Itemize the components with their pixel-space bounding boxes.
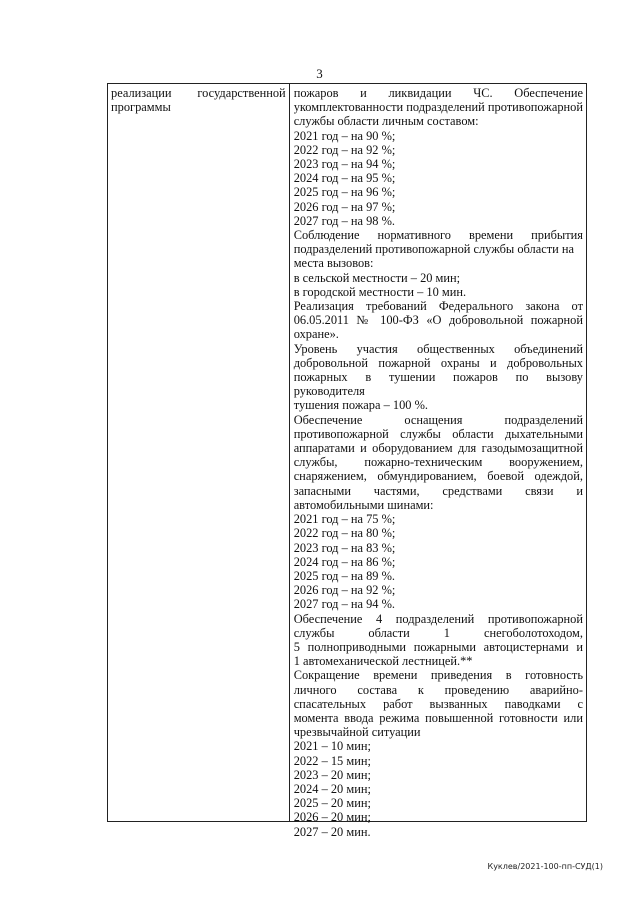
- program-table: [107, 83, 587, 839]
- text-line: противопожарной службы области дыхательными: [293, 426, 583, 441]
- equipment-year-item: 2022 год – на 80 %;: [293, 526, 396, 541]
- readiness-year-item: 2021 – 10 мин;: [293, 739, 371, 754]
- readiness-year-item: 2025 – 20 мин;: [293, 796, 371, 811]
- text-line: службы, пожарно-техническим вооружением,: [293, 455, 583, 470]
- arrival-time-item: в сельской местности – 20 мин;: [293, 270, 461, 285]
- text-line: пожарных в тушении пожаров по вызову руководителя: [293, 370, 583, 399]
- table-right-cell: [290, 84, 586, 839]
- text-line: службы области личным составом:: [293, 114, 479, 129]
- text-line: охране».: [293, 327, 339, 342]
- text-line: Обеспечение оснащения подразделений: [293, 412, 583, 427]
- text-line: аппаратами и оборудованием для газодымозащитной: [293, 441, 583, 456]
- text-line: спасательных работ вызванных паводками с: [293, 696, 583, 711]
- staffing-year-item: 2027 год – на 98 %.: [293, 213, 396, 228]
- staffing-year-item: 2026 год – на 97 %;: [293, 199, 396, 214]
- text-line: 1 автомеханической лестницей.**: [293, 654, 473, 669]
- equipment-year-item: 2021 год – на 75 %;: [293, 512, 396, 527]
- text-line: Уровень участия общественных объединений: [293, 341, 583, 356]
- left-cell-line: программы: [111, 100, 171, 115]
- text-line: Реализация требований Федерального закона от: [293, 299, 583, 314]
- arrival-time-item: в городской местности – 10 мин.: [293, 284, 467, 299]
- staffing-year-item: 2023 год – на 94 %;: [293, 157, 396, 172]
- text-line: добровольной пожарной охраны и добровольных: [293, 355, 583, 370]
- readiness-year-item: 2022 – 15 мин;: [293, 753, 371, 768]
- equipment-year-item: 2024 год – на 86 %;: [293, 554, 396, 569]
- text-line: 5 полноприводными пожарными автоцистернами и: [293, 639, 583, 654]
- text-line: тушения пожара – 100 %.: [293, 398, 428, 413]
- equipment-year-item: 2023 год – на 83 %;: [293, 540, 396, 555]
- text-line: чрезвычайной ситуации: [293, 725, 421, 740]
- text-line: пожаров и ликвидации ЧС. Обеспечение: [293, 86, 583, 100]
- text-line: Соблюдение нормативного времени прибытия: [293, 228, 583, 243]
- text-line: подразделений противопожарной службы области на: [293, 242, 574, 257]
- text-line: места вызовов:: [293, 256, 374, 271]
- staffing-year-item: 2022 год – на 92 %;: [293, 142, 396, 157]
- page-number: 3: [316, 66, 323, 81]
- text-line: 06.05.2011 № 100-ФЗ «О добровольной пожарной: [293, 313, 583, 328]
- text-line: службы области 1 снегоболотоходом,: [293, 625, 583, 640]
- text-line: момента ввода режима повышенной готовности или: [293, 710, 583, 725]
- equipment-year-item: 2027 год – на 94 %.: [293, 597, 396, 612]
- staffing-year-item: 2025 год – на 96 %;: [293, 185, 396, 200]
- left-cell-line: реализации государственной: [111, 86, 286, 100]
- text-line: Сокращение времени приведения в готовность: [293, 668, 583, 683]
- text-line: автомобильными шинами:: [293, 497, 434, 512]
- table-left-cell: [108, 84, 290, 821]
- readiness-year-item: 2023 – 20 мин;: [293, 767, 371, 782]
- staffing-year-item: 2021 год – на 90 %;: [293, 128, 396, 143]
- text-line: запасными частями, средствами связи и: [293, 483, 583, 498]
- readiness-year-item: 2024 – 20 мин;: [293, 781, 371, 796]
- text-line: укомплектованности подразделений противопожарной: [293, 100, 583, 115]
- readiness-year-item: 2026 – 20 мин;: [293, 810, 371, 825]
- text-line: Обеспечение 4 подразделений противопожарной: [293, 611, 583, 626]
- equipment-year-item: 2025 год – на 89 %.: [293, 568, 396, 583]
- readiness-year-item: 2027 – 20 мин.: [293, 824, 371, 839]
- document-footer-code: Куклев/2021-100-пп-СУД(1): [487, 862, 603, 871]
- text-line: снаряжением, обмундированием, боевой одеждой,: [293, 469, 583, 484]
- staffing-year-item: 2024 год – на 95 %;: [293, 171, 396, 186]
- equipment-year-item: 2026 год – на 92 %;: [293, 583, 396, 598]
- text-line: личного состава к проведению аварийно-: [293, 682, 583, 697]
